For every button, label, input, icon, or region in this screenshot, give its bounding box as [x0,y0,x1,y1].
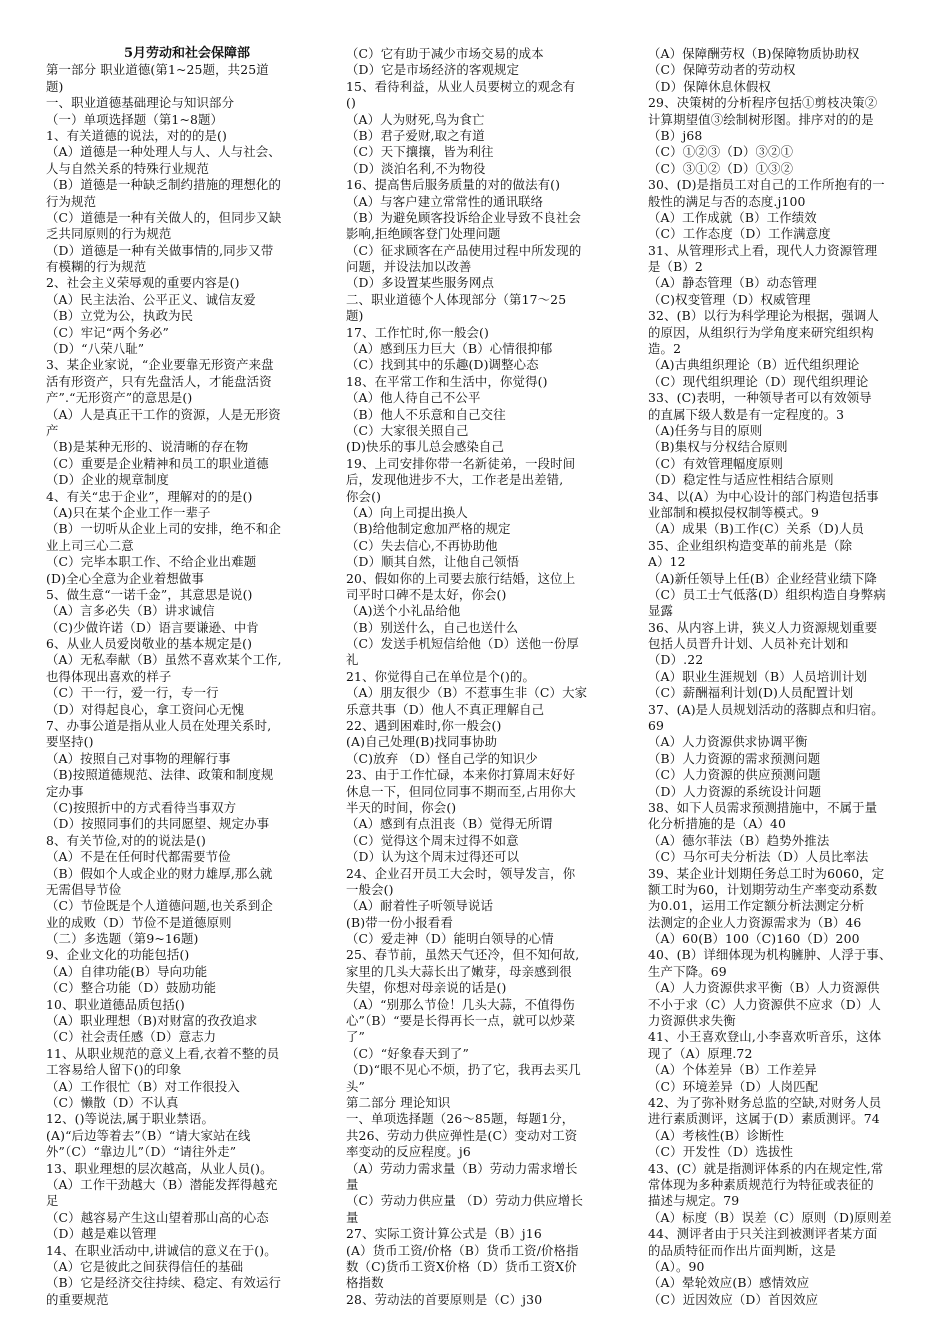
text-line: (A）货币工资/价格（B）货币工资/价格指 [346,1242,579,1258]
text-line: （C）干一行，爱一行，专一行 [46,685,219,701]
text-line: （C）觉得这个周末过得不如意 [346,832,519,848]
text-line: （C）完毕本职工作、不给企业出难题 [46,554,257,570]
text-line: 4、有关“忠于企业”，理解对的的是() [46,488,253,504]
text-line: （A）言多必失（B）讲求诚信 [46,603,215,619]
text-line: （B）它是经济交往持续、稳定、有效运行 [46,1275,281,1291]
text-line: （B）j68 [648,127,703,143]
text-line: 数（C)货币工资Χ价格（D）货币工资Χ价 [346,1258,577,1274]
text-line: 11、从职业规范的意义上看,衣着不整的员 [46,1045,280,1061]
text-line: 量 [346,1176,359,1192]
text-line: （A)送个小礼品给他 [346,603,461,619]
text-line: （C）越容易产生这山望着那山高的心态 [46,1209,269,1225]
text-line: 常体现为多种素质规范行为特征或表征的 [648,1176,874,1192]
text-line: （A）工作干劲越大（B）潜能发挥得越充 [46,1176,278,1192]
text-line: （B）君子爱财,取之有道 [346,127,485,143]
text-line: （A）成果（B)工作(C）关系（D)人员 [648,521,865,537]
text-line: （C）道德是一种有关做人的，但同步又缺 [46,209,282,225]
text-line: （A）考核性(B）诊断性 [648,1127,785,1143]
text-line: （D）人力资源的系统设计问题 [648,783,822,799]
text-line: 现了（A）原理.72 [648,1045,753,1061]
text-line: 外”（C）“靠边儿”（D）“请往外走” [46,1144,237,1160]
text-line: （D）保障休息休假权 [648,78,771,94]
text-line: （C）爱走神（D）能明白领导的心情 [346,931,554,947]
text-line: 额工时为60，计划期劳动生产率变动系数 [648,881,878,897]
text-line: 失望，你想对母亲说的话是() [346,980,507,996]
text-line: 造。2 [648,341,682,357]
text-line: 业部制和模拟侵权制等模式。9 [648,504,820,520]
text-line: （A）人是真正干工作的资源，人是无形资 [46,406,281,422]
text-line: 足 [46,1193,59,1209]
text-line: （D）淡泊名利,不为物役 [346,160,486,176]
text-line: 5、做生意“一诺千金”，其意思是说() [46,586,253,602]
text-line: （D）按照同事们的共同愿望、规定办事 [46,816,270,832]
text-column-right [648,46,930,1308]
text-line: （B)集权与分权结合原则 [648,439,788,455]
text-line: （A）职业理想（B)对财富的孜孜追求 [46,1013,258,1029]
text-line: 二、职业道德个人体现部分（第17～25 [346,291,567,307]
text-line: （A）感到压力巨大（B）心情很抑郁 [346,341,553,357]
text-line: （C）征求顾客在产品使用过程中所发现的 [346,242,582,258]
text-line: 的原因，从组织行为学角度来研究组织构 [648,324,874,340]
text-line: （C）“好象春天到了” [346,1045,469,1061]
text-line: （A）民主法治、公平正义、诚信友爱 [46,291,256,307]
text-line: 29、决策树的分析程序包括①剪枝决策② [648,95,878,111]
text-line: 你会() [346,488,382,504]
text-line: 第一部分 职业道德(第1~25题，共25道 [46,62,269,78]
text-line: 无需倡导节俭 [46,881,122,897]
text-line: 般性的满足与否的态度.j100 [648,193,806,209]
text-line: 影响,拒绝顾客登门处理问题 [346,226,501,242]
text-line: （A）道德是一种处理人与人、人与社会、 [46,144,281,160]
text-line: 家里的几头大蒜长出了嫩芽，母亲感到很 [346,963,572,979]
text-line: （A）人为财死,鸟为食亡 [346,111,485,127]
text-line: （D）.22 [648,652,704,668]
text-line: 是（B）2 [648,259,703,275]
text-line: 10、职业道德品质包括() [46,996,185,1012]
text-line: （A）晕轮效应(B）感情效应 [648,1275,810,1291]
text-column-left [46,46,328,1308]
text-line: （A）。90 [648,1258,705,1274]
text-line: 18、在平常工作和生活中，你觉得() [346,373,548,389]
text-line: 24、企业召开员工大会时，领导发言，你 [346,865,576,881]
text-line: （A)只在某个企业工作一辈子 [46,504,211,520]
text-line: （A）60(B）100（C)160（D）200 [648,931,860,947]
text-line: （C）它有助于减少市场交易的成本 [346,46,544,61]
text-line: 一、职业道德基础理论与知识部分 [46,95,235,111]
text-line: (A)“后边等着去”（B）“请大家站在线 [46,1127,251,1143]
text-line: 的直属下级人数是有一定程度的。3 [648,406,845,422]
text-line: （A）人力资源供求平衡（B）人力资源供 [648,980,880,996]
text-line: 69 [648,718,665,734]
text-line: 一般会() [346,881,394,897]
text-line: 43、(C）就是指测评体系的内在规定性,常 [648,1160,884,1176]
text-line: （A）与客户建立常常性的通讯联络 [346,193,544,209]
text-line: （C)权变管理（D）权威管理 [648,291,811,307]
text-line: 23、由于工作忙碌，本来你打算周末好好 [346,767,576,783]
text-column-middle [346,46,628,1308]
text-line: （C）开发性（D）选拔性 [648,1144,794,1160]
text-line: 法测定的企业人力资源需求为（B）46 [648,914,862,930]
text-line: （C）失去信心,不再协助他 [346,537,498,553]
text-line: 第二部分 理论知识 [346,1095,451,1110]
text-line: （C）保障劳动者的劳动权 [648,62,796,78]
text-line: （B）为避免顾客投诉给企业导致不良社会 [346,209,581,225]
text-line: 32、(B）以行为科学理论为根据，强调人 [648,308,879,324]
text-line: （D）企业的规章制度 [46,472,169,488]
text-line: （A）自律功能(B）导向功能 [46,963,208,979]
text-line: 25、春节前，虽然天气还冷，但不知何故, [346,947,580,963]
text-line: （A）静态管理（B）动态管理 [648,275,817,291]
text-line: 28、劳动法的首要原则是（C）j30 [346,1291,543,1307]
text-line: (D)全心全意为企业着想做事 [46,570,204,586]
text-line: 工容易给人留下()的印象 [46,1062,182,1078]
text-line: （B）别送什么，自己也送什么 [346,619,519,635]
text-line: 题) [346,308,364,324]
text-line: 39、某企业计划期任务总工时为6060，定 [648,865,885,881]
text-line: 44、测评者由于只关注到被测评者某方面 [648,1226,878,1242]
text-line: 31、从管理形式上看，现代人力资源管理 [648,242,878,258]
text-line: （A）耐着性子听领导说话 [346,898,494,914]
text-line: 半天的时间，你会() [346,799,457,815]
text-line: 共26、劳动力供应弹性是(C）变动对工资 [346,1127,578,1143]
text-line: （C）懒散（D）不认真 [46,1095,179,1110]
text-line: （B)是某种无形的、说清晰的存在物 [46,439,249,455]
text-line: 的重要规范 [46,1291,109,1307]
text-line: 格指数 [346,1275,384,1291]
text-line: 37、(A)是人员规划活动的落脚点和归宿。 [648,701,884,717]
text-line: 的品质特征而作出片面判断，这是 [648,1242,837,1258]
text-line: （C）③①②（D）①③② [648,160,794,176]
text-line: （C）整合功能（D）鼓励功能 [46,980,217,996]
text-line: （A）标度（B）误差（C）原则（D)原则差 [648,1209,892,1225]
text-line: 15、看待利益，从业人员要树立的观念有 [346,78,576,94]
text-line: （A）个体差异（B）工作差异 [648,1062,817,1078]
text-line: 力资源供求失衡 [648,1013,736,1029]
text-line: （A）工作成就（B）工作绩效 [648,209,817,225]
title-spacer [46,46,328,62]
text-line: 1、有关道德的说法，对的的是() [46,127,228,143]
text-line: 包括人员晋升计划、人员补充计划和 [648,636,849,652]
text-line: （B）立党为公，执政为民 [46,308,194,324]
text-line: 21、你觉得自己在单位是个()的。 [346,668,536,684]
text-line: 问题，并设法加以改善 [346,259,472,275]
text-line: （C）劳动力供应量 （D）劳动力供应增长 [346,1193,583,1209]
text-line: （B）人力资源的需求预测问题 [648,750,821,766]
text-line: 19、上司安排你带一名新徒弟，一段时间 [346,455,576,471]
text-line: 为0.01，运用工作定额分析法测定分析 [648,898,865,914]
text-line: （C）环境差异（D）人岗匹配 [648,1078,819,1094]
text-line: （A）它是彼此之间获得信任的基础 [46,1258,244,1274]
text-line: （A)古典组织理论（B）近代组织理论 [648,357,860,373]
text-line: 心”（B）“要是长得再长一点，就可以炒菜 [346,1013,576,1029]
text-line: 行为规范 [46,193,97,209]
text-line: （A）他人待自己不公平 [346,390,481,406]
text-line: （A）人力资源供求协调平衡 [648,734,808,750]
text-line: 活有形资产，只有先盘活人，才能盘活资 [46,373,272,389]
text-line: 头” [346,1078,366,1094]
text-line: （B）他人不乐意和自己交往 [346,406,506,422]
text-line: 30、(D)是指员工对自己的工作所抱有的一 [648,177,885,193]
text-line: (D)快乐的事儿总会感染自己 [346,439,504,455]
text-line: 35、企业组织构造变革的前兆是（除 [648,537,853,553]
text-line: 14、在职业活动中,讲诚信的意义在于()。 [46,1242,277,1258]
text-line: 36、从内容上讲，狭义人力资源规划重要 [648,619,878,635]
text-line: （A）感到有点沮丧（B）觉得无所谓 [346,816,553,832]
text-line: 乐意共事（D）他人不真正理解自己 [346,701,545,717]
text-line: (A)自己处理(B)找同事协助 [346,734,498,750]
text-line: （C）现代组织理论（D）现代组织理论 [648,373,869,389]
text-line: 2、社会主义荣辱观的重要内容是() [46,275,240,291]
text-line: 12、()等说法,属于职业禁语。 [46,1111,215,1127]
text-line: 业上司三心二意 [46,537,134,553]
text-line: （B）道德是一种缺乏制约措施的理想化的 [46,177,281,193]
text-line: 有模糊的行为规范 [46,259,147,275]
text-line: （C)按照折中的方式看待当事双方 [46,799,237,815]
text-line: 一、单项选择题（26～85题，每题1分， [346,1111,575,1127]
text-line: （D）顺其自然，让他自己领悟 [346,554,520,570]
text-line: 休息一下，但同位同事不期而至,占用你大 [346,783,576,799]
text-line: 率变动的反应程度。j6 [346,1144,471,1160]
text-line: （B）假如个人或企业的财力雄厚,那么就 [46,865,273,881]
text-line: 后，发现他进步不大，工作老是出差错, [346,472,564,488]
text-line: 9、企业文化的功能包括() [46,947,190,963]
text-line: 量 [346,1209,359,1225]
text-line: 业的成败（D）节俭不是道德原则 [46,914,232,930]
text-line: （A）朋友很少（B）不惹事生非（C）大家 [346,685,588,701]
text-line: （C)放弃 （D）怪自己学的知识少 [346,750,538,766]
text-line: 17、工作忙时,你一般会() [346,324,489,340]
text-line: （D）对得起良心，拿工资问心无愧 [46,701,245,717]
text-line: 产 [46,422,59,438]
text-line: （D）多设置某些服务网点 [346,275,495,291]
text-line: 了” [346,1029,366,1045]
text-line: 13、职业理想的层次越高，从业人员()。 [46,1160,273,1176]
text-line: （D)“眼不见心不烦，扔了它，我再去买几 [346,1062,581,1078]
text-line: 产”.“无形资产”的意思是() [46,390,193,406]
text-line: 化分析措施的是（A）40 [648,816,787,832]
text-line: 33、(C)表明，一种领导者可以有效领导 [648,390,872,406]
text-line: 不小于求（C）人力资源供不应求（D）人 [648,996,881,1012]
text-line: 司平时口碑不是太好，你会() [346,586,507,602]
text-line: （C）发送手机短信给他（D）送他一份厚 [346,636,579,652]
text-line: 27、实际工资计算公式是（B）j16 [346,1226,542,1242]
text-line: （C）节俭既是个人道德问题,也关系到企 [46,898,273,914]
text-line: （A）保障酬劳权（B)保障物质协助权 [648,46,860,61]
text-line: （A）不是在任何时代都需要节俭 [46,849,231,865]
text-line: 要坚持() [46,734,94,750]
text-line: （A）“别那么节俭！几头大蒜，不值得伤 [346,996,575,1012]
text-line: （C）找到其中的乐趣(D)调整心态 [346,357,539,373]
text-line: 乏共同原则的行为规范 [46,226,172,242]
text-line: 6、从业人员爱岗敬业的基本规定是() [46,636,253,652]
text-line: 42、为了弥补财务总监的空缺,对财务人员 [648,1095,882,1110]
text-line: (B)带一份小报看看 [346,914,454,930]
text-line: （C）牢记“两个务必” [46,324,169,340]
text-line: 显露 [648,603,674,619]
text-line: （A）德尔菲法（B）趋势外推法 [648,832,830,848]
text-line: （D）越是难以管理 [46,1226,157,1242]
text-line: 人与自然关系的特殊行业规范 [46,160,210,176]
text-line: （D）“八荣八耻” [46,341,145,357]
text-line: 生产下降。69 [648,963,727,979]
text-line: （D）认为这个周末过得还可以 [346,849,520,865]
text-line: （C）薪酬福利计划(D)人员配置计划 [648,685,854,701]
text-line: 20、假如你的上司要去旅行结婚，这位上 [346,570,576,586]
text-line: 22、遇到困难时,你一般会() [346,718,502,734]
text-line: （C）人力资源的供应预测问题 [648,767,821,783]
text-line: 40、(B）详细体现为机构臃肿、人浮于事、 [648,947,892,963]
text-line: 38、如下人员需求预测措施中，不属于量 [648,799,878,815]
text-line: （B)按照道德规范、法律、政策和制度规 [46,767,274,783]
text-line: （C）大家很关照自己 [346,422,469,438]
text-line: 也得体现出喜欢的样子 [46,668,172,684]
text-line: 定办事 [46,783,84,799]
page-title: 5月劳动和社会保障部 [123,46,251,61]
text-line: （A）向上司提出换人 [346,504,468,520]
text-line: （C）①②③（D）③②① [648,144,794,160]
text-line: （A）职业生涯规划（B）人员培训计划 [648,668,868,684]
text-line: （C）马尔可夫分析法（D）人员比率法 [648,849,869,865]
text-line: （一）单项选择题（第1~8题） [46,111,224,127]
text-line: 34、以(A）为中心设计的部门构造包括事 [648,488,879,504]
text-line: （D）稳定性与适应性相结合原则 [648,472,834,488]
text-line: （C）有效管理幅度原则 [648,455,784,471]
text-line: 3、某企业家说，“企业要靠无形资产来盘 [46,357,274,373]
text-line: （C）工作态度（D）工作满意度 [648,226,831,242]
text-line: 进行素质测评，这属于(D）素质测评。74 [648,1111,880,1127]
text-line: （A）按照自己对事物的理解行事 [46,750,231,766]
text-line: 礼 [346,652,359,668]
text-line: （C）社会责任感（D）意志力 [46,1029,217,1045]
text-line: （C）近因效应（D）首因效应 [648,1291,819,1307]
text-line: （D）道德是一种有关做事情的,同步又带 [46,242,274,258]
text-line: () [346,95,356,111]
text-line: 描述与规定。79 [648,1193,740,1209]
text-line: 题) [46,78,64,94]
text-line: 7、办事公道是指从业人员在处理关系时, [46,718,272,734]
text-line: （B）一切听从企业上司的安排，绝不和企 [46,521,281,537]
text-line: （D）它是市场经济的客观规定 [346,62,520,78]
text-line: A）12 [648,554,686,570]
text-line: （C）员工士气低落(D）组织构造自身弊病 [648,586,886,602]
text-line: （C）重要是企业精神和员工的职业道德 [46,455,269,471]
text-line: （A)新任领导上任(B）企业经营业绩下降 [648,570,877,586]
text-line: （C）天下攘攘，皆为利往 [346,144,494,160]
text-line: （A）工作很忙（B）对工作很投入 [46,1078,240,1094]
text-line: 41、小王喜欢登山,小李喜欢听音乐，这体 [648,1029,882,1045]
text-line: （二）多选题（第9~16题) [46,931,199,947]
text-line: 计算期望值③绘制树形图。排序对的的是 [648,111,874,127]
text-line: 8、有关节俭,对的的说法是() [46,832,207,848]
text-line: （A)任务与目的原则 [648,422,763,438]
text-line: （A）无私奉献（B）虽然不喜欢某个工作, [46,652,282,668]
text-line: （A）劳动力需求量（B）劳动力需求增长 [346,1160,578,1176]
text-line: 16、提高售后服务质量的对的做法有() [346,177,561,193]
text-line: （B)给他制定愈加严格的规定 [346,521,511,537]
text-line: （C)少做许诺（D）语言要谦逊、中肯 [46,619,259,635]
